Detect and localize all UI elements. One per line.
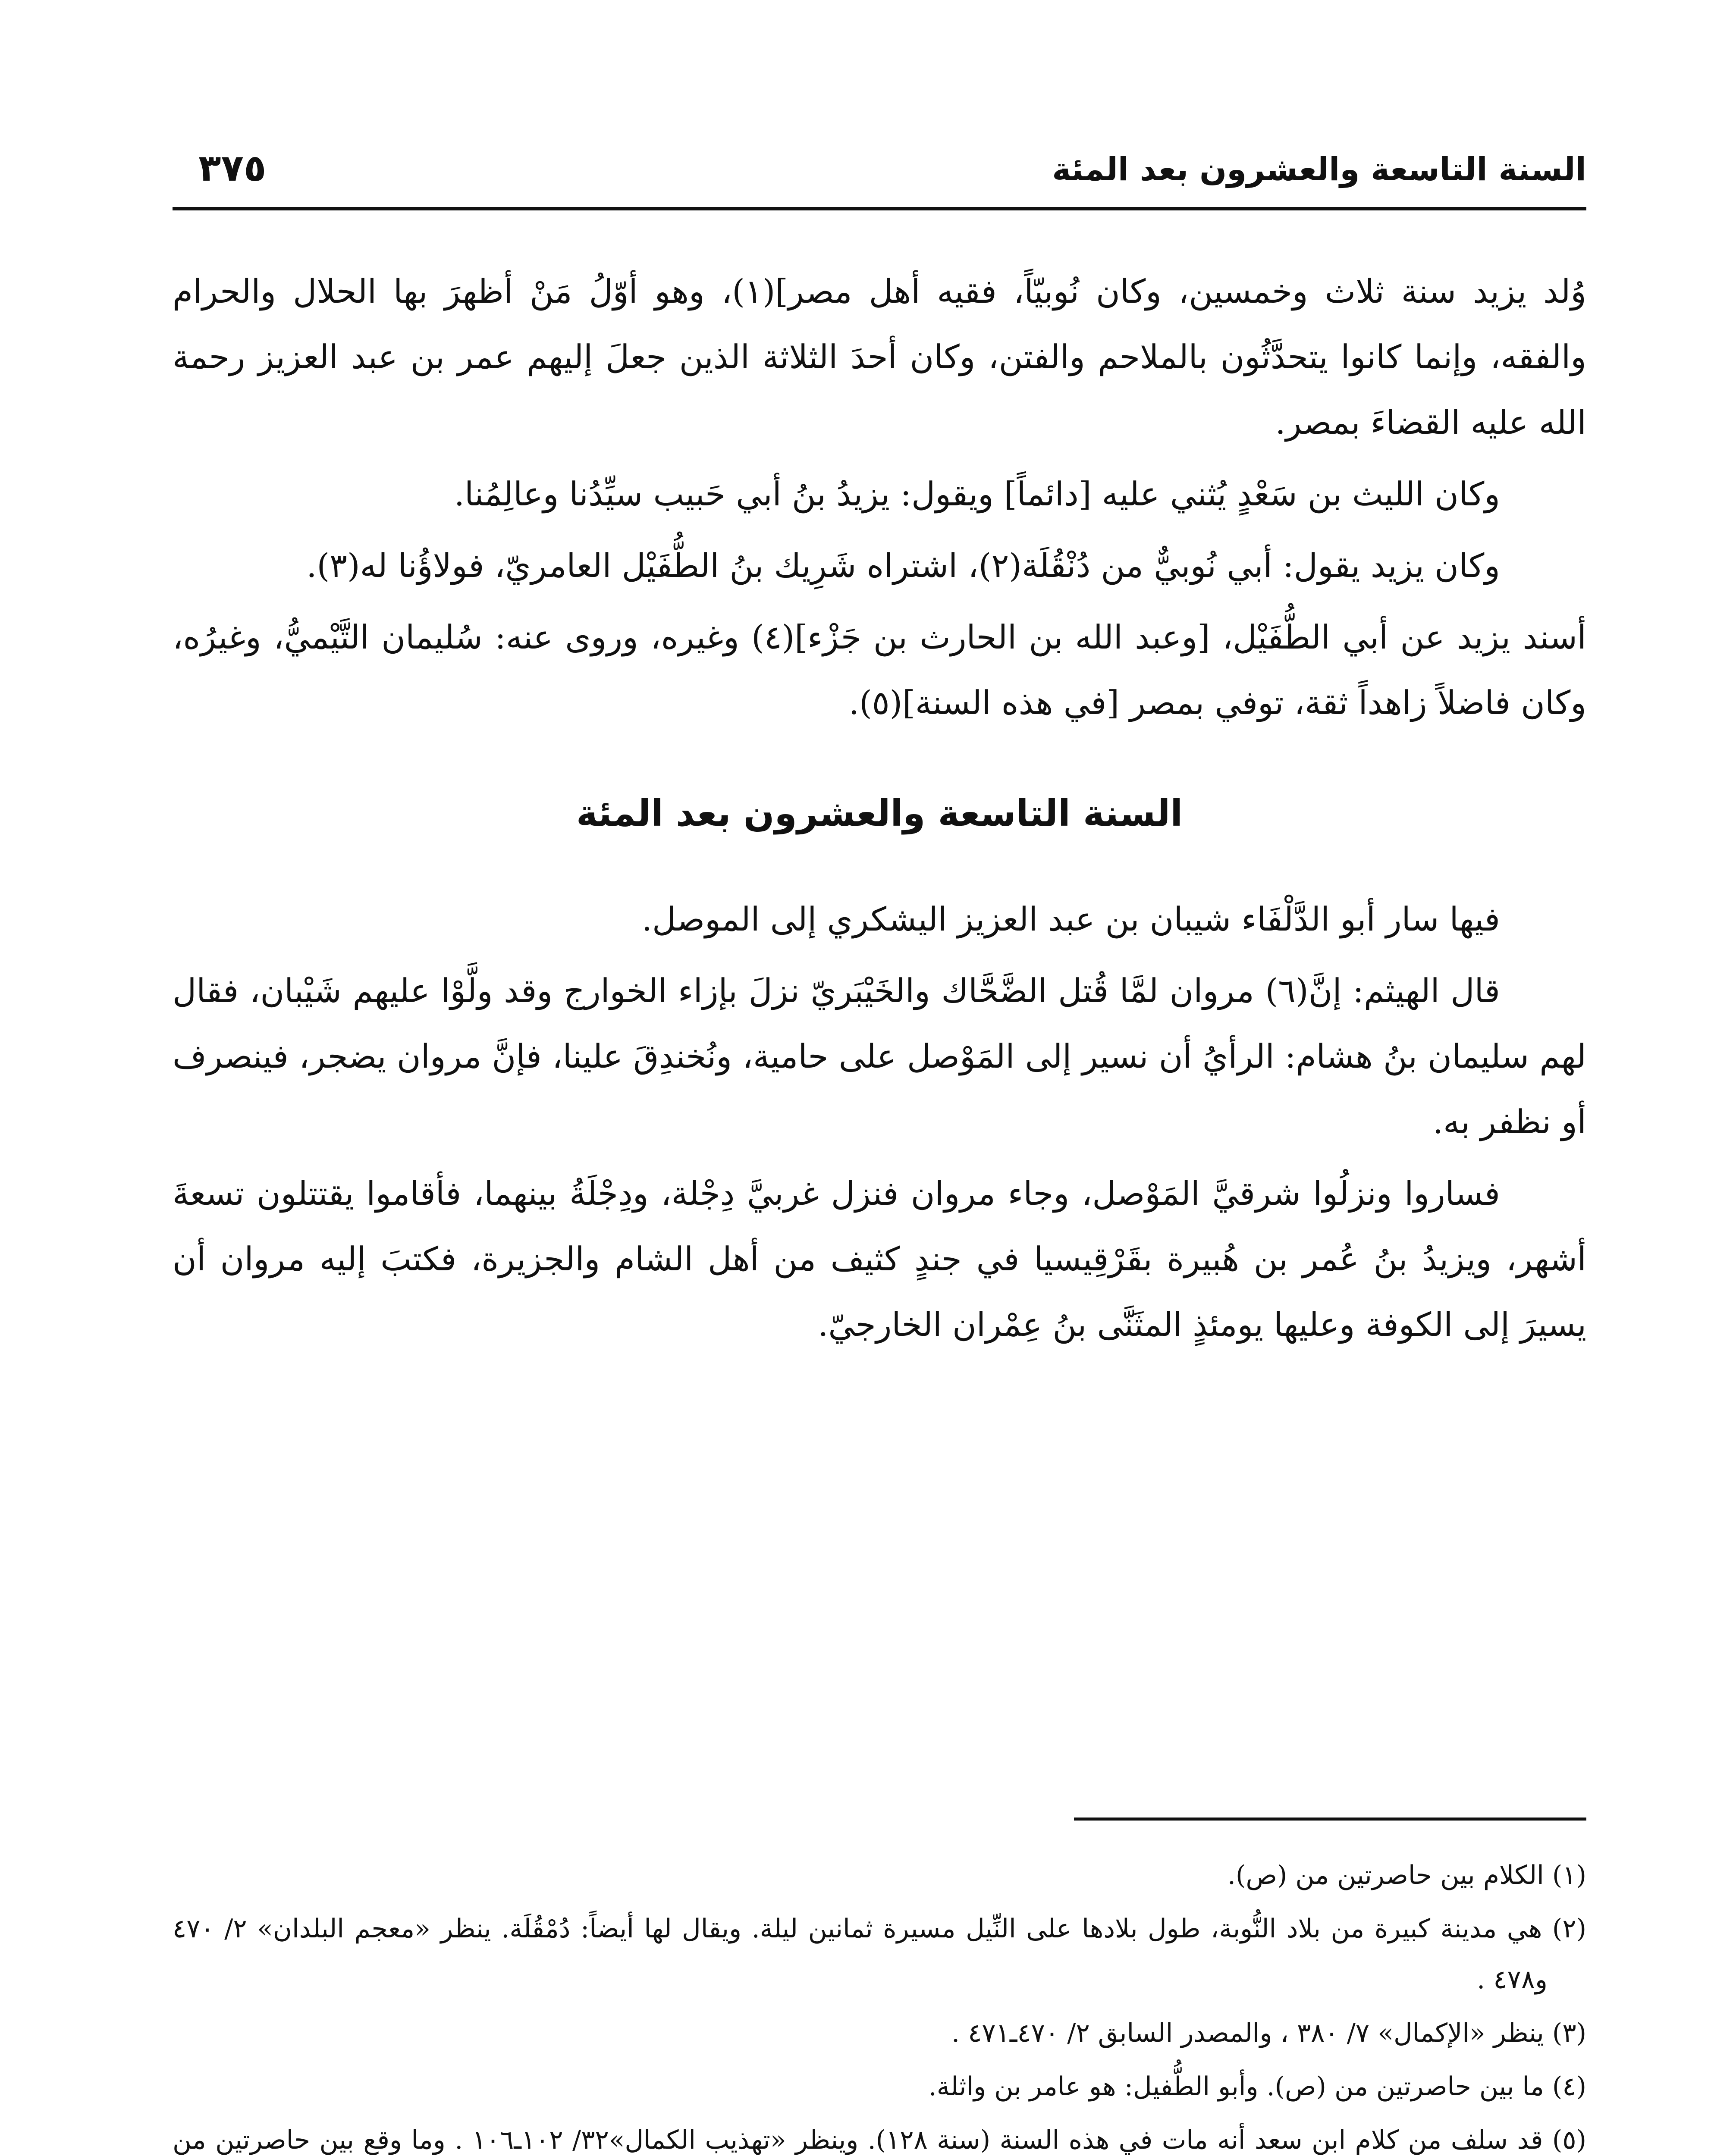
paragraph: فساروا ونزلُوا شرقيَّ المَوْصل، وجاء مروان فنزل غربيَّ دِجْلة، ودِجْلَةُ بينهما، فأقاموا يقتتلون تسعةَ أشهر، ويزيدُ بنُ عُمر بن هُبيرة بقَرْقِيسيا في جندٍ كثيف من أهل الشام والجزيرة، فكتبَ إليه مروان أن يسيرَ إلى الكوفة وعليها يومئذٍ المثَنَّى بنُ عِمْران الخارجيّ. bbox=[173, 1174, 1586, 1344]
footnote: (٢) هي مدينة كبيرة من بلاد النُّوبة، طول بلادها على النِّيل مسيرة ثمانين ليلة. ويقال لها أيضاً: دُمْقُلَة. ينظر «معجم البلدان» ٢/ ٤٧٠ و٤٧٨ . bbox=[173, 1914, 1586, 1995]
footnote: (٣) ينظر «الإكمال» ٧/ ٣٨٠ ، والمصدر السابق ٢/ ٤٧٠ـ٤٧١ . bbox=[951, 2018, 1586, 2048]
paragraph: وكان يزيد يقول: أبي نُوبيٌّ من دُنْقُلَة(٢)، اشتراه شَرِيك بنُ الطُّفَيْل العامريّ، فولاؤُنا له(٣). bbox=[306, 546, 1500, 585]
running-title: السنة التاسعة والعشرون بعد المئة bbox=[1052, 151, 1586, 188]
main-text bbox=[173, 259, 1586, 1363]
page-header bbox=[173, 142, 1586, 210]
paragraph: وكان الليث بن سَعْدٍ يُثني عليه [دائماً] ويقول: يزيدُ بنُ أبي حَبيب سيِّدُنا وعالِمُنا. bbox=[454, 475, 1500, 513]
page-number: ٣٧٥ bbox=[198, 147, 267, 190]
footnote: (٤) ما بين حاصرتين من (ص). وأبو الطُّفيل: هو عامر بن واثلة. bbox=[928, 2071, 1586, 2102]
paragraph: فيها سار أبو الدَّلْفَاء شيبان بن عبد العزيز اليشكري إلى الموصل. bbox=[641, 900, 1500, 938]
footnote-divider bbox=[1074, 1818, 1586, 1821]
paragraph: أسند يزيد عن أبي الطُّفَيْل، [وعبد الله بن الحارث بن جَزْء](٤) وغيره، وروى عنه: سُليمان التَّيْميُّ، وغيرُه، وكان فاضلاً زاهداً ثقة، توفي بمصر [في هذه السنة](٥). bbox=[173, 618, 1586, 722]
paragraph: وُلد يزيد سنة ثلاث وخمسين، وكان نُوبيّاً، فقيه أهل مصر](١)، وهو أوّلُ مَنْ أظهرَ بها الحلال والحرام والفقه، وإنما كانوا يتحدَّثُون بالملاحم والفتن، وكان أحدَ الثلاثة الذين جعلَ إليهم عمر بن عبد العزيز رحمة الله عليه القضاءَ بمصر. bbox=[173, 272, 1586, 442]
footnotes bbox=[173, 1850, 1586, 2156]
footnote: (١) الكلام بين حاصرتين من (ص). bbox=[1227, 1860, 1586, 1890]
paragraph: قال الهيثم: إنَّ(٦) مروان لمَّا قُتل الضَّحَّاك والخَيْبَريّ نزلَ بإزاء الخوارج وقد ولَّوْا عليهم شَيْبان، فقال لهم سليمان بنُ هشام: الرأيُ أن نسير إلى المَوْصل على حامية، ونُخندِقَ علينا، فإنَّ مروان يضجر، فينصرف أو نظفر به. bbox=[173, 971, 1586, 1141]
footnote: (٥) قد سلف من كلام ابن سعد أنه مات في هذه السنة (سنة ١٢٨). وينظر «تهذيب الكمال»٣٢/ ١٠٢ـ١٠٦ . وما وقع بين حاصرتين من bbox=[173, 2125, 1586, 2155]
section-heading: السنة التاسعة والعشرون بعد المئة bbox=[576, 792, 1183, 834]
